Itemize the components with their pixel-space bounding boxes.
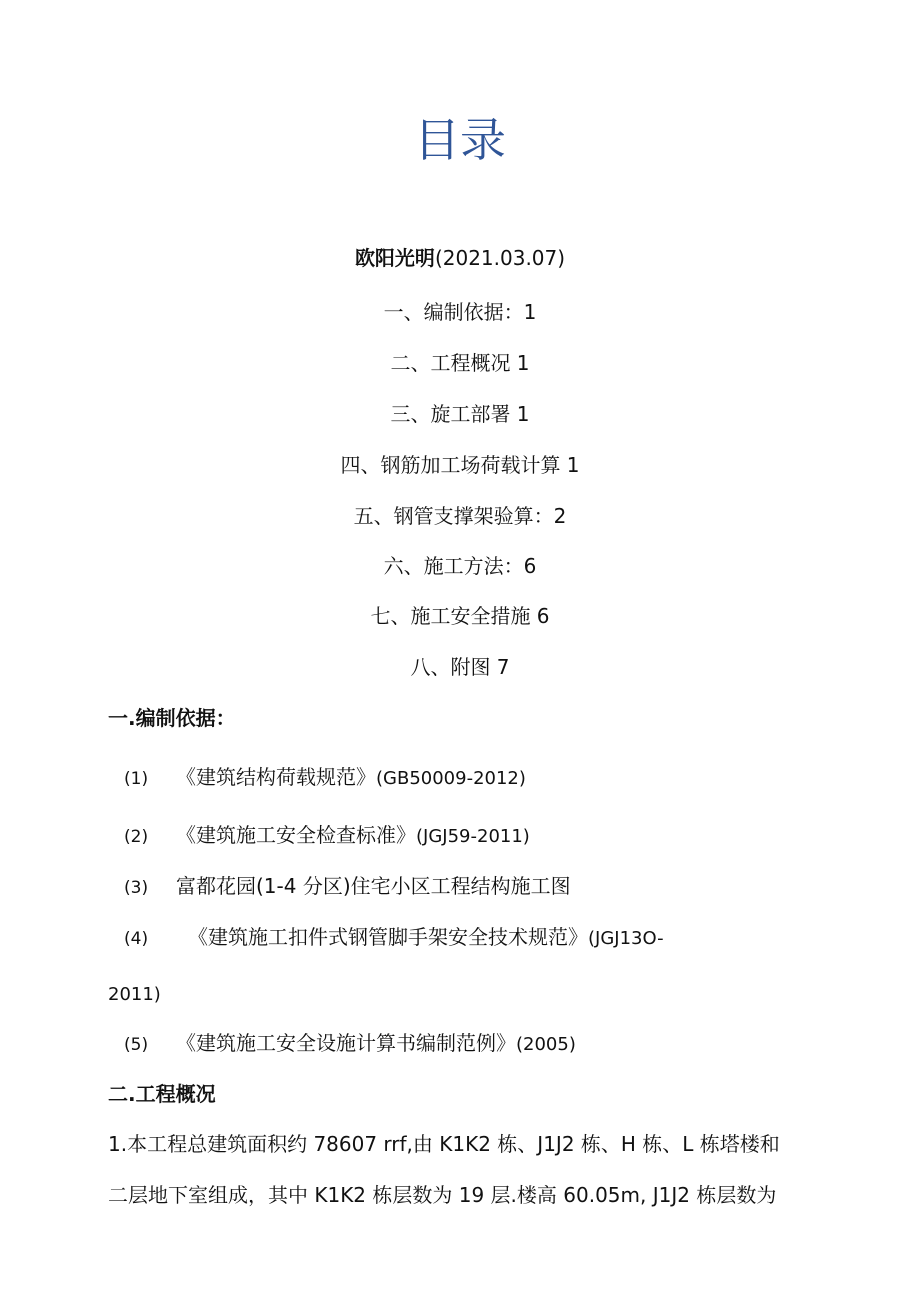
reference-code: (JGJ13O-	[588, 928, 664, 949]
reference-item	[124, 923, 664, 953]
reference-code: (2005)	[516, 1034, 576, 1055]
toc-item-2[interactable]: 二、工程概况 1	[390, 351, 530, 375]
toc-item-1[interactable]: 一、编制依据：1	[383, 300, 537, 324]
reference-number: (2)	[124, 827, 149, 847]
reference-number: (5)	[124, 1035, 149, 1055]
reference-item	[124, 872, 571, 902]
reference-code-continuation: 2011)	[108, 984, 161, 1005]
reference-number: (1)	[124, 769, 149, 789]
toc-item-7[interactable]: 七、施工安全措施 6	[370, 604, 550, 628]
toc-item-4[interactable]: 四、钢筋加工场荷载计算 1	[340, 453, 580, 477]
reference-item	[124, 763, 526, 793]
reference-number: (4)	[124, 929, 149, 949]
toc-item-6[interactable]: 六、施工方法：6	[383, 554, 537, 578]
section-heading-basis: 一.编制依据：	[108, 706, 236, 730]
reference-title: 富都花园(1-4 分区)住宅小区工程结构施工图	[176, 874, 571, 898]
reference-number: (3)	[124, 878, 149, 898]
overview-paragraph-line: 二层地下室组成，其中 K1K2 栋层数为 19 层.楼高 60.05m, J1J2 栋层数为	[108, 1183, 777, 1207]
overview-paragraph-line: 1.本工程总建筑面积约 78607 rrf,由 K1K2 栋、J1J2 栋、H 栋、L 栋塔楼和	[108, 1132, 780, 1156]
reference-title: 《建筑施工安全检查标准》	[176, 823, 416, 847]
reference-code: (GB50009-2012)	[376, 768, 526, 789]
toc-item-5[interactable]: 五、钢管支撑架验算：2	[353, 504, 567, 528]
page-title: 目录	[414, 113, 506, 167]
toc-item-3[interactable]: 三、旋工部署 1	[390, 402, 530, 426]
reference-item	[124, 821, 530, 851]
reference-title: 《建筑结构荷载规范》	[176, 765, 376, 789]
reference-title: 《建筑施工安全设施计算书编制范例》	[176, 1031, 516, 1055]
reference-item	[124, 1029, 576, 1059]
toc-item-8[interactable]: 八、附图 7	[410, 655, 510, 679]
author-date: (2021.03.07)	[434, 246, 566, 270]
author-name: 欧阳光明	[354, 246, 435, 270]
reference-code: (JGJ59-2011)	[416, 826, 530, 847]
author-line	[0, 244, 920, 272]
reference-title: 《建筑施工扣件式钢管脚手架安全技术规范》	[188, 925, 588, 949]
section-heading-overview: 二.工程概况	[108, 1082, 216, 1106]
